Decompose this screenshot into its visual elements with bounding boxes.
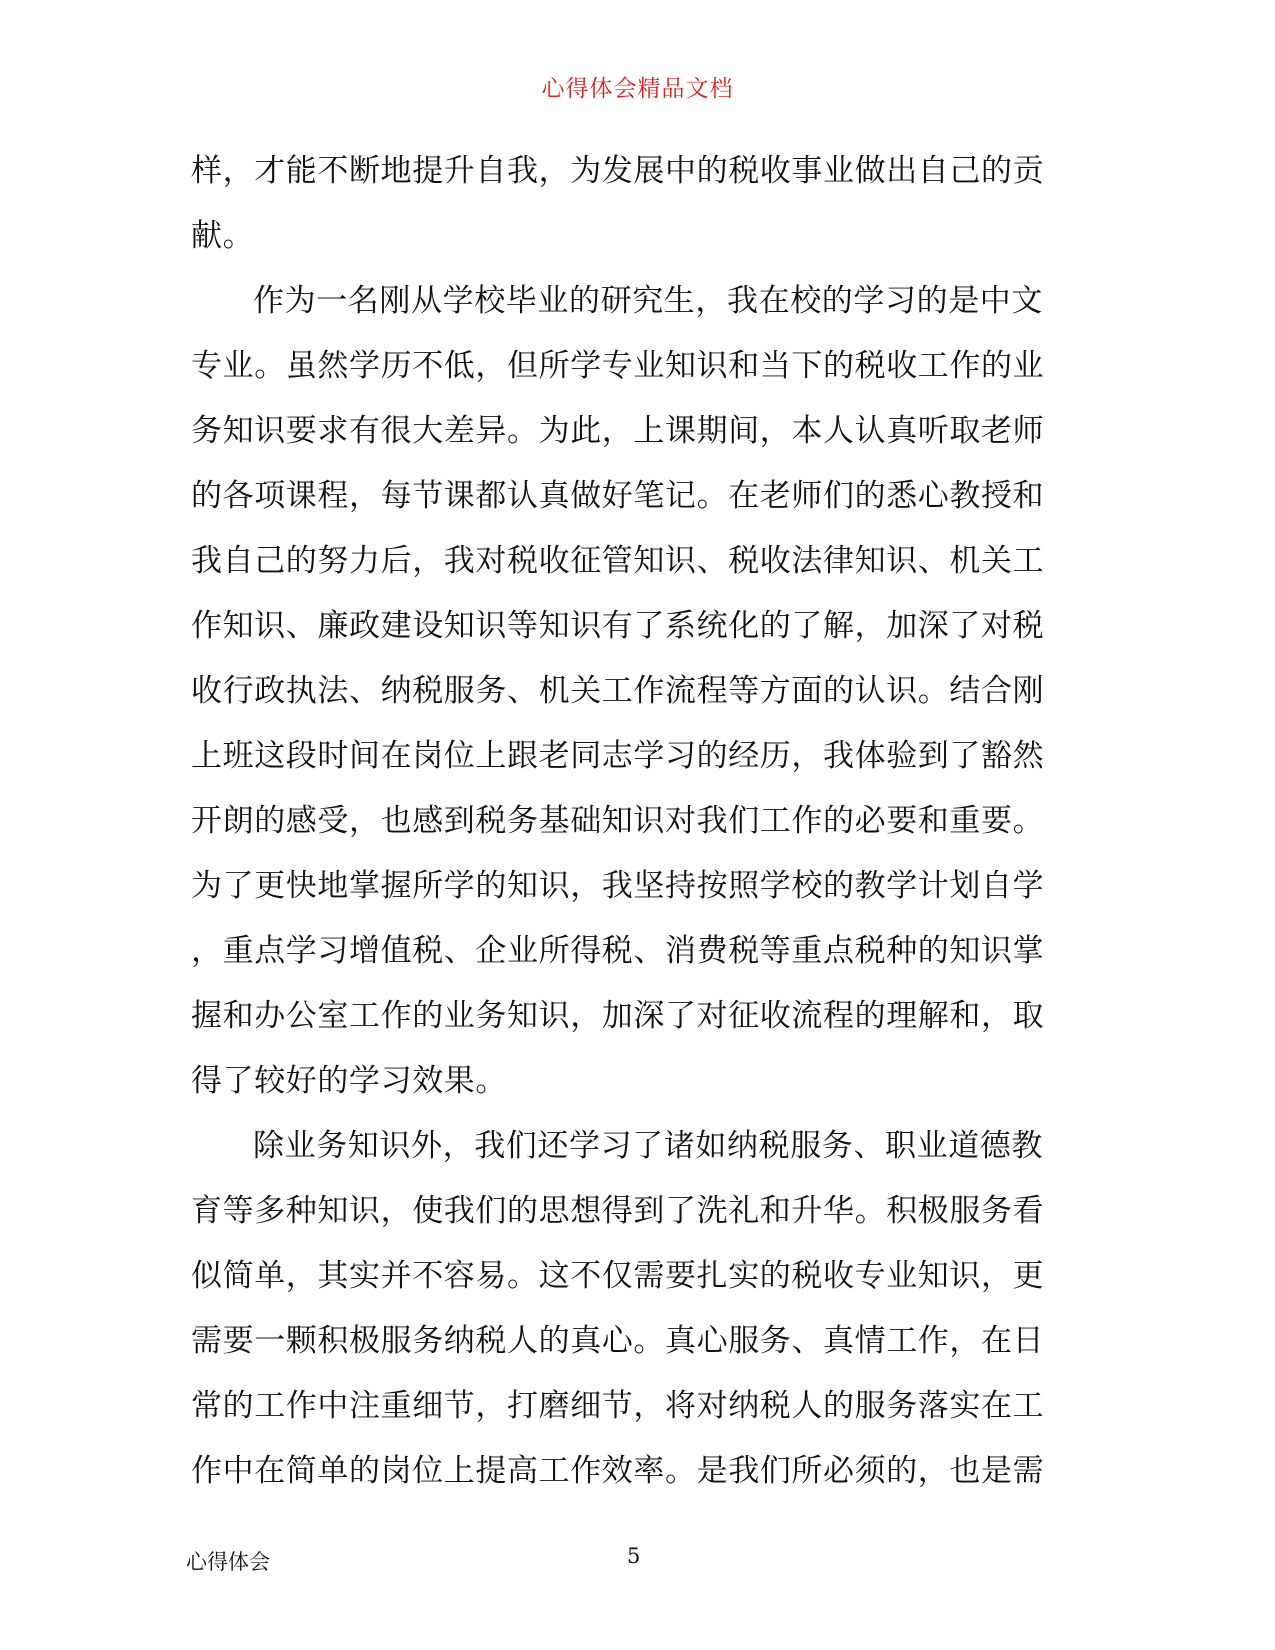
body-line: 作中在简单的岗位上提高工作效率。是我们所必须的，也是需 <box>191 1453 1045 1489</box>
body-line: 握和办公室工作的业务知识，加深了对征收流程的理解和，取 <box>191 998 1045 1034</box>
page-number: 5 <box>627 1544 641 1568</box>
body-line: 开朗的感受，也感到税务基础知识对我们工作的必要和重要。 <box>191 803 1045 839</box>
body-line: 的各项课程，每节课都认真做好笔记。在老师们的悉心教授和 <box>191 478 1045 514</box>
body-line: 似简单，其实并不容易。这不仅需要扎实的税收专业知识，更 <box>191 1258 1045 1294</box>
paragraph-start-line: 除业务知识外，我们还学习了诸如纳税服务、职业道德教 <box>253 1128 1043 1164</box>
body-line: 得了较好的学习效果。 <box>191 1063 507 1099</box>
body-line: 需要一颗积极服务纳税人的真心。真心服务、真情工作，在日 <box>191 1323 1045 1359</box>
document-header-title: 心得体会精品文档 <box>541 76 734 102</box>
body-line: 育等多种知识，使我们的思想得到了洗礼和升华。积极服务看 <box>191 1193 1045 1229</box>
body-line: ，重点学习增值税、企业所得税、消费税等重点税种的知识掌 <box>191 933 1045 969</box>
body-line: 我自己的努力后，我对税收征管知识、税收法律知识、机关工 <box>191 543 1045 579</box>
body-line: 专业。虽然学历不低，但所学专业知识和当下的税收工作的业 <box>191 348 1045 384</box>
paragraph-start-line: 作为一名刚从学校毕业的研究生，我在校的学习的是中文 <box>253 283 1043 319</box>
body-line: 样，才能不断地提升自我，为发展中的税收事业做出自己的贡 <box>191 153 1045 189</box>
body-line: 献。 <box>191 218 255 254</box>
document-body <box>191 139 1086 1504</box>
body-line: 常的工作中注重细节，打磨细节，将对纳税人的服务落实在工 <box>191 1388 1045 1424</box>
body-line: 为了更快地掌握所学的知识，我坚持按照学校的教学计划自学 <box>191 868 1045 904</box>
body-line: 收行政执法、纳税服务、机关工作流程等方面的认识。结合刚 <box>191 673 1045 709</box>
body-line: 作知识、廉政建设知识等知识有了系统化的了解，加深了对税 <box>191 608 1045 644</box>
footer-label: 心得体会 <box>186 1550 270 1574</box>
body-line: 上班这段时间在岗位上跟老同志学习的经历，我体验到了豁然 <box>191 738 1045 774</box>
body-line: 务知识要求有很大差异。为此，上课期间，本人认真听取老师 <box>191 413 1045 449</box>
